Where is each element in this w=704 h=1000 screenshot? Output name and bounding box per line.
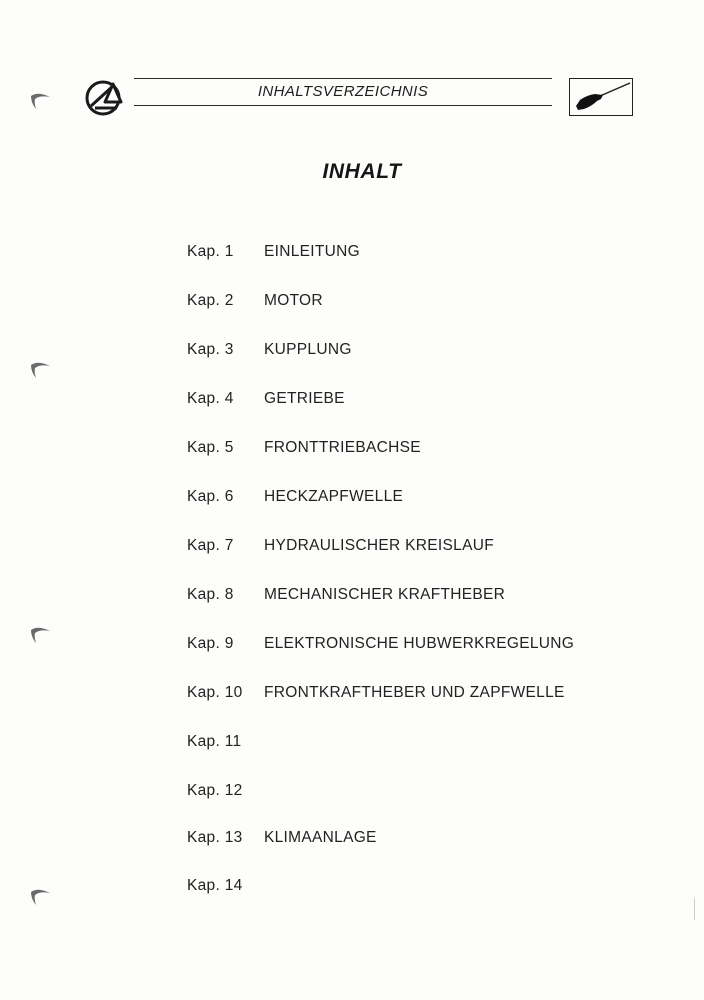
toc-chapter: Kap. 7	[187, 537, 234, 554]
toc-row	[187, 877, 264, 897]
toc-title: HECKZAPFWELLE	[264, 488, 404, 505]
toc-chapter: Kap. 3	[187, 341, 234, 358]
toc-chapter: Kap. 12	[187, 782, 243, 799]
toc-title: FRONTTRIEBACHSE	[264, 439, 421, 456]
toc-row	[187, 341, 352, 361]
toc-chapter: Kap. 11	[187, 733, 242, 750]
toc-title: MECHANISCHER KRAFTHEBER	[264, 586, 506, 603]
toc-chapter: Kap. 10	[187, 684, 243, 701]
toc-chapter: Kap. 2	[187, 292, 234, 309]
toc-title: ELEKTRONISCHE HUBWERKREGELUNG	[264, 635, 575, 652]
toc-title: FRONTKRAFTHEBER UND ZAPFWELLE	[264, 684, 565, 701]
toc-row	[187, 829, 377, 849]
toc-chapter: Kap. 6	[187, 488, 234, 505]
toc-row	[187, 586, 505, 606]
toc-title: KLIMAANLAGE	[264, 829, 377, 846]
toc-chapter: Kap. 5	[187, 439, 234, 456]
toc-chapter: Kap. 9	[187, 635, 234, 652]
toc-chapter: Kap. 13	[187, 829, 243, 846]
toc-row	[187, 733, 264, 753]
header-title: INHALTSVERZEICHNIS	[257, 83, 429, 100]
toc-row	[187, 243, 360, 263]
toc-chapter: Kap. 14	[187, 877, 243, 894]
toc-chapter: Kap. 8	[187, 586, 234, 603]
scan-edge-mark	[694, 898, 695, 920]
toc-title: EINLEITUNG	[264, 243, 361, 260]
toc-chapter: Kap. 1	[187, 243, 234, 260]
toc-row	[187, 782, 264, 802]
toc-row	[187, 635, 574, 655]
toc-row	[187, 488, 403, 508]
toc-title: HYDRAULISCHER KREISLAUF	[264, 537, 494, 554]
toc-row	[187, 390, 345, 410]
toc-title: MOTOR	[264, 292, 323, 309]
toc-chapter: Kap. 4	[187, 390, 234, 407]
toc-title: KUPPLUNG	[264, 341, 352, 358]
page-title: INHALT	[322, 160, 402, 183]
toc-row	[187, 439, 421, 459]
toc-row	[187, 684, 565, 704]
toc-title: GETRIEBE	[264, 390, 345, 407]
toc-row	[187, 537, 494, 557]
toc-row	[187, 292, 323, 312]
